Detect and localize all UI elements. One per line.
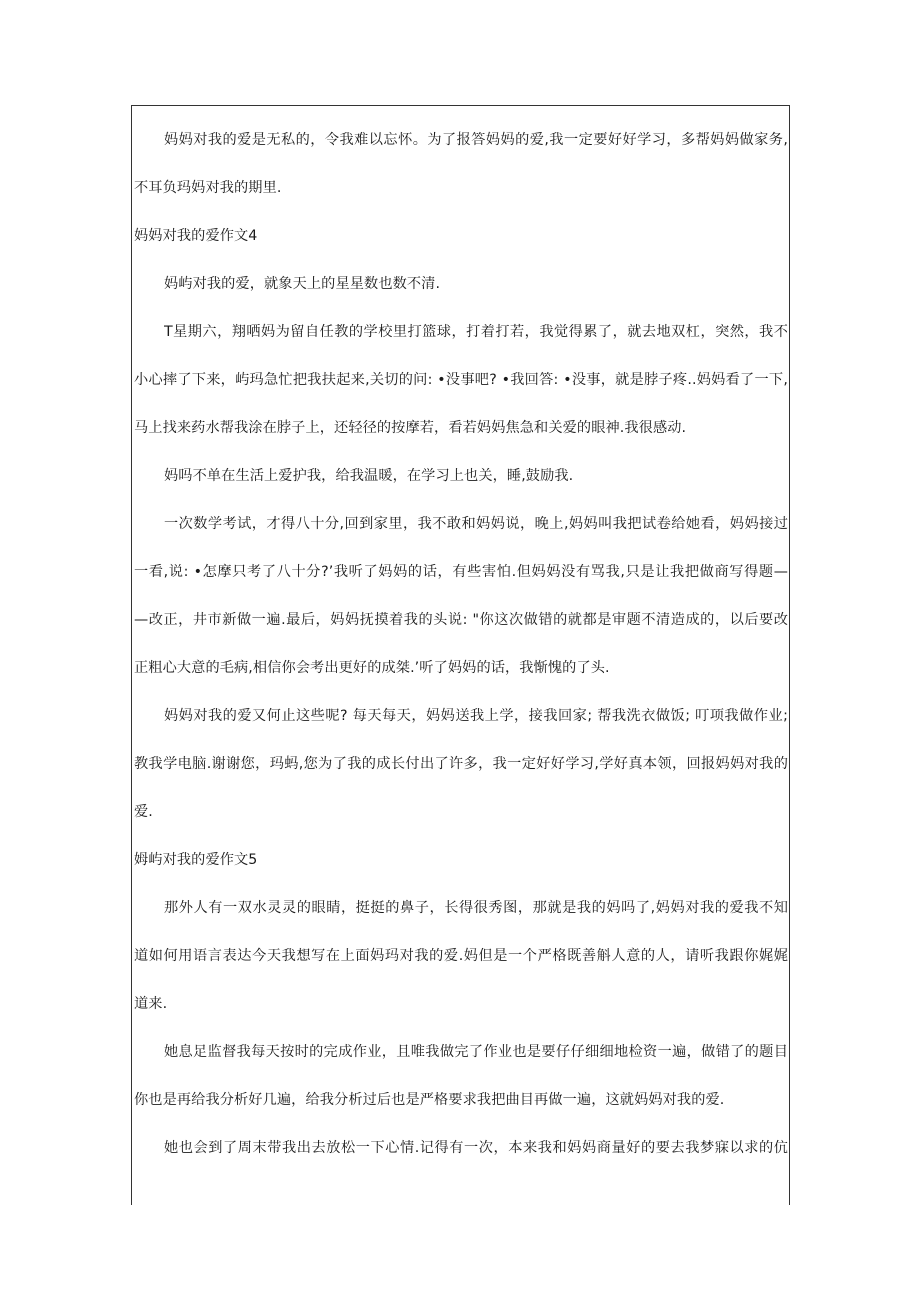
paragraph-line: —改正，井市新做一遍.最后，妈妈抚摸着我的头说: "你这次做错的就都是审题不清造成的，以后要改: [134, 612, 788, 628]
page-frame: [131, 105, 790, 1205]
paragraph-line: 妈屿对我的爱，就象天上的星星数也数不清.: [164, 276, 441, 292]
paragraph-line: 妈妈对我的爱又何止这些呢? 每天每天，妈妈送我上学，接我回家; 帮我洗衣做饭; 叮项我做作业;: [164, 708, 788, 724]
paragraph-line: 不耳负玛妈对我的期里.: [134, 180, 282, 196]
paragraph-line: 一看,说: •怎摩只考了八十分?’我听了妈妈的话，有些害怕.但妈妈没有骂我,只是让我把做商写得题—: [134, 564, 788, 580]
paragraph-line: 正粗心大意的毛病,相信你会考出更好的成桀.’听了妈妈的话，我惭愧的了头.: [134, 660, 610, 676]
paragraph-line: 妈吗不单在生活上爱护我，给我温暖，在学习上也关，睡,鼓励我.: [164, 468, 574, 484]
paragraph-line: 那外人有一双水灵灵的眼睛，挺挺的鼻子，长得很秀图，那就是我的妈吗了,妈妈对我的爱我不知: [164, 900, 788, 916]
paragraph-line: T星期六，翔哂妈为留自任教的学校里打篮球，打着打若，我觉得累了，就去地双杠，突然，我不: [164, 324, 788, 340]
paragraph-line: 一次数学考试，才得八十分,回到家里，我不敢和妈妈说，晚上,妈妈叫我把试卷给她看，妈妈接过: [164, 516, 788, 532]
paragraph-line: 她也会到了周末带我出去放松一下心情.记得有一次，本来我和妈妈商量好的要去我梦寐以求的伉: [164, 1140, 788, 1156]
paragraph-line: 她息足监督我每天按时的完成作业，且唯我做完了作业也是要仔仔细细地检资一遍，做错了的题目: [164, 1044, 788, 1060]
paragraph-line: 马上找来药水帮我涂在脖子上，还轻径的按摩若，看若妈妈焦急和关爱的眼神.我很感动.: [134, 420, 687, 436]
paragraph-line: 道如何用语言表达今天我想写在上面妈玛对我的爱.妈但是一个严格既善斛人意的人，请听我跟你娓娓: [134, 948, 788, 964]
section-heading: 妈妈对我的爱作文4: [134, 228, 258, 244]
paragraph-line: 妈妈对我的爱是无私的，令我难以忘怀。为了报答妈妈的爱,我一定要好好学习，多帮妈妈做家务,: [164, 132, 788, 148]
paragraph-line: 小心摔了下来，屿玛急忙把我扶起来,关切的问: •没事吧? •我回答: •没事，就是脖子疼..妈妈看了一下,: [134, 372, 788, 388]
paragraph-line: 道来.: [134, 996, 168, 1012]
paragraph-line: 爱.: [134, 804, 153, 820]
paragraph-line: 你也是再给我分析好几遍，给我分析过后也是严格要求我把曲目再做一遍，这就妈妈对我的爱.: [134, 1092, 725, 1108]
section-heading: 姆屿对我的爱作文5: [134, 852, 258, 868]
paragraph-line: 教我学电脑.谢谢您，玛蚂,您为了我的成长付出了许多，我一定好好学习,学好真本领，回报妈妈对我的: [134, 756, 788, 772]
